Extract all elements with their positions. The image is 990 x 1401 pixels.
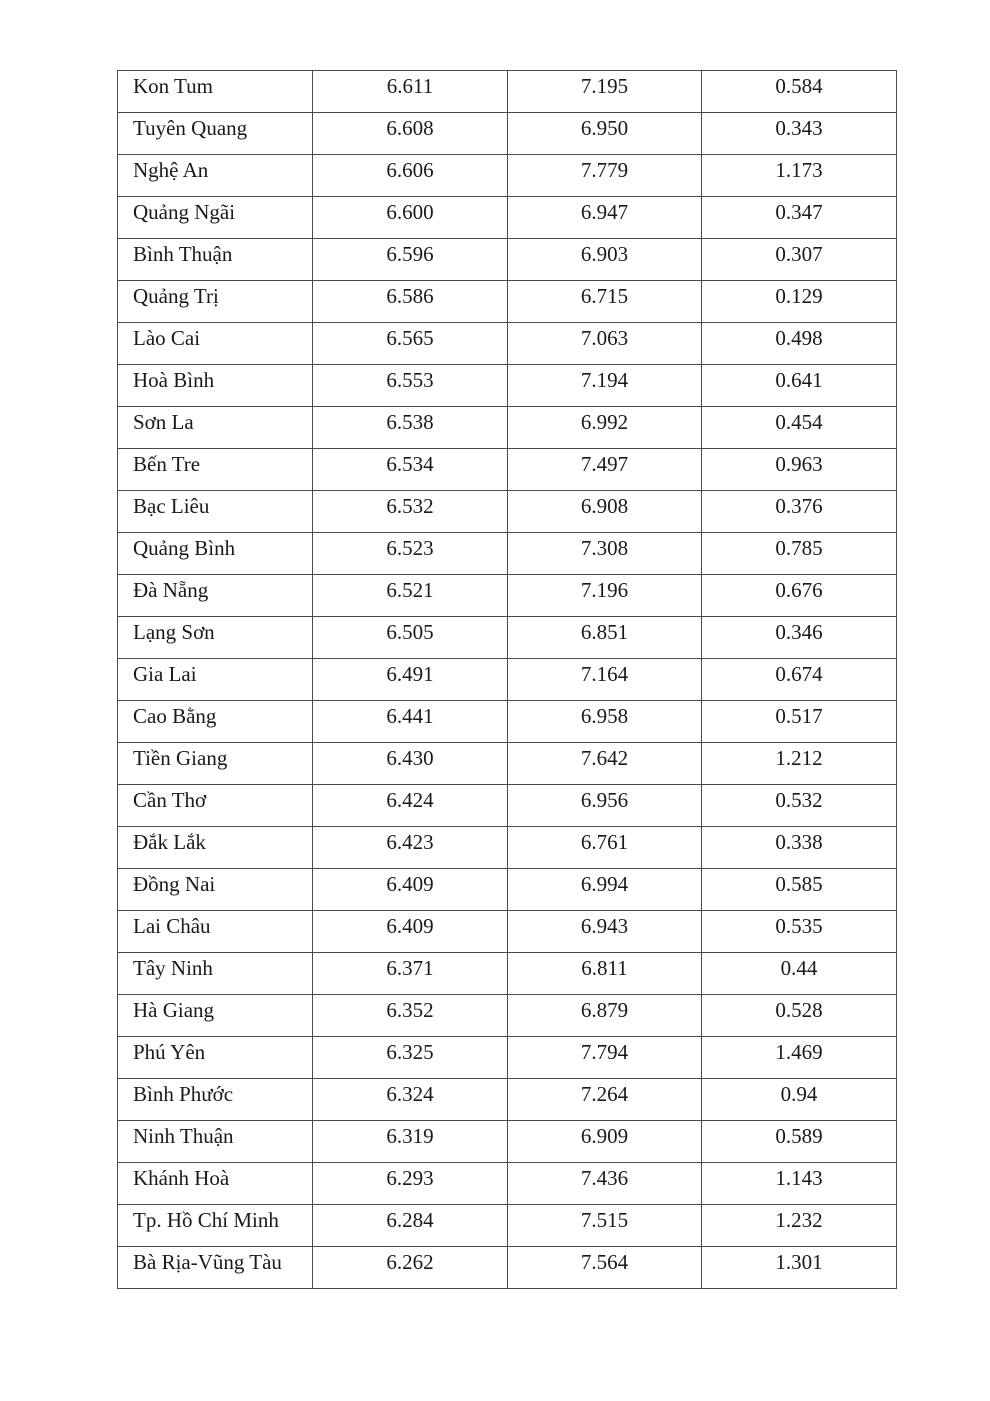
difference-cell: 0.129 (702, 281, 897, 323)
value-1-cell: 6.608 (313, 113, 508, 155)
value-1-cell: 6.491 (313, 659, 508, 701)
province-name-cell: Đà Nẵng (118, 575, 313, 617)
table-row (118, 743, 897, 785)
value-1-cell: 6.423 (313, 827, 508, 869)
value-2-cell: 6.992 (508, 407, 702, 449)
value-1-cell: 6.600 (313, 197, 508, 239)
table-row (118, 953, 897, 995)
value-1-cell: 6.325 (313, 1037, 508, 1079)
value-1-cell: 6.534 (313, 449, 508, 491)
province-name-cell: Tiền Giang (118, 743, 313, 785)
value-2-cell: 6.956 (508, 785, 702, 827)
province-name-cell: Hoà Bình (118, 365, 313, 407)
province-name-cell: Tây Ninh (118, 953, 313, 995)
value-1-cell: 6.324 (313, 1079, 508, 1121)
difference-cell: 0.963 (702, 449, 897, 491)
table-row (118, 575, 897, 617)
province-name-cell: Phú Yên (118, 1037, 313, 1079)
table-row (118, 197, 897, 239)
value-1-cell: 6.553 (313, 365, 508, 407)
value-1-cell: 6.565 (313, 323, 508, 365)
value-2-cell: 6.715 (508, 281, 702, 323)
province-name-cell: Lạng Sơn (118, 617, 313, 659)
difference-cell: 0.44 (702, 953, 897, 995)
table-row (118, 449, 897, 491)
province-name-cell: Quảng Bình (118, 533, 313, 575)
difference-cell: 0.676 (702, 575, 897, 617)
value-1-cell: 6.409 (313, 869, 508, 911)
value-1-cell: 6.319 (313, 1121, 508, 1163)
table-row (118, 407, 897, 449)
table-row (118, 1163, 897, 1205)
table-row (118, 491, 897, 533)
value-1-cell: 6.284 (313, 1205, 508, 1247)
value-2-cell: 7.063 (508, 323, 702, 365)
province-name-cell: Bà Rịa-Vũng Tàu (118, 1247, 313, 1289)
value-1-cell: 6.505 (313, 617, 508, 659)
value-1-cell: 6.538 (313, 407, 508, 449)
table-row (118, 1247, 897, 1289)
table-row (118, 323, 897, 365)
province-name-cell: Tuyên Quang (118, 113, 313, 155)
value-2-cell: 6.761 (508, 827, 702, 869)
value-2-cell: 7.308 (508, 533, 702, 575)
difference-cell: 0.528 (702, 995, 897, 1037)
province-name-cell: Hà Giang (118, 995, 313, 1037)
value-1-cell: 6.424 (313, 785, 508, 827)
table-row (118, 785, 897, 827)
difference-cell: 1.469 (702, 1037, 897, 1079)
difference-cell: 0.454 (702, 407, 897, 449)
table-row (118, 1121, 897, 1163)
table-row (118, 869, 897, 911)
value-1-cell: 6.521 (313, 575, 508, 617)
table-row (118, 701, 897, 743)
value-1-cell: 6.293 (313, 1163, 508, 1205)
province-name-cell: Đồng Nai (118, 869, 313, 911)
value-2-cell: 6.909 (508, 1121, 702, 1163)
difference-cell: 1.232 (702, 1205, 897, 1247)
table-row (118, 533, 897, 575)
difference-cell: 0.346 (702, 617, 897, 659)
value-2-cell: 6.903 (508, 239, 702, 281)
value-2-cell: 6.879 (508, 995, 702, 1037)
province-name-cell: Bình Thuận (118, 239, 313, 281)
value-2-cell: 6.950 (508, 113, 702, 155)
difference-cell: 1.301 (702, 1247, 897, 1289)
value-1-cell: 6.352 (313, 995, 508, 1037)
value-2-cell: 7.497 (508, 449, 702, 491)
value-1-cell: 6.532 (313, 491, 508, 533)
difference-cell: 0.94 (702, 1079, 897, 1121)
value-2-cell: 7.196 (508, 575, 702, 617)
province-name-cell: Tp. Hồ Chí Minh (118, 1205, 313, 1247)
value-1-cell: 6.441 (313, 701, 508, 743)
value-1-cell: 6.586 (313, 281, 508, 323)
table-row (118, 659, 897, 701)
value-2-cell: 7.779 (508, 155, 702, 197)
difference-cell: 0.517 (702, 701, 897, 743)
table-row (118, 71, 897, 113)
value-2-cell: 6.811 (508, 953, 702, 995)
table-row (118, 617, 897, 659)
value-1-cell: 6.611 (313, 71, 508, 113)
difference-cell: 0.785 (702, 533, 897, 575)
difference-cell: 0.338 (702, 827, 897, 869)
value-2-cell: 7.642 (508, 743, 702, 785)
difference-cell: 0.498 (702, 323, 897, 365)
province-name-cell: Đắk Lắk (118, 827, 313, 869)
province-name-cell: Bạc Liêu (118, 491, 313, 533)
province-name-cell: Lai Châu (118, 911, 313, 953)
province-name-cell: Ninh Thuận (118, 1121, 313, 1163)
table-row (118, 365, 897, 407)
value-1-cell: 6.606 (313, 155, 508, 197)
difference-cell: 0.532 (702, 785, 897, 827)
difference-cell: 0.343 (702, 113, 897, 155)
province-score-table (117, 70, 897, 1289)
value-2-cell: 7.194 (508, 365, 702, 407)
table-row (118, 1037, 897, 1079)
difference-cell: 0.347 (702, 197, 897, 239)
value-2-cell: 7.164 (508, 659, 702, 701)
difference-cell: 0.307 (702, 239, 897, 281)
table-row (118, 239, 897, 281)
value-2-cell: 7.264 (508, 1079, 702, 1121)
value-1-cell: 6.523 (313, 533, 508, 575)
value-1-cell: 6.409 (313, 911, 508, 953)
value-2-cell: 7.515 (508, 1205, 702, 1247)
difference-cell: 0.589 (702, 1121, 897, 1163)
difference-cell: 0.585 (702, 869, 897, 911)
province-name-cell: Nghệ An (118, 155, 313, 197)
value-2-cell: 7.794 (508, 1037, 702, 1079)
table-row (118, 995, 897, 1037)
table-row (118, 911, 897, 953)
difference-cell: 1.173 (702, 155, 897, 197)
province-name-cell: Quảng Ngãi (118, 197, 313, 239)
province-name-cell: Cao Bằng (118, 701, 313, 743)
province-name-cell: Quảng Trị (118, 281, 313, 323)
province-name-cell: Cần Thơ (118, 785, 313, 827)
province-name-cell: Sơn La (118, 407, 313, 449)
value-2-cell: 6.943 (508, 911, 702, 953)
value-2-cell: 6.851 (508, 617, 702, 659)
difference-cell: 0.376 (702, 491, 897, 533)
province-name-cell: Lào Cai (118, 323, 313, 365)
table-row (118, 827, 897, 869)
difference-cell: 0.584 (702, 71, 897, 113)
table-row (118, 281, 897, 323)
value-2-cell: 6.947 (508, 197, 702, 239)
difference-cell: 0.535 (702, 911, 897, 953)
difference-cell: 0.641 (702, 365, 897, 407)
value-1-cell: 6.371 (313, 953, 508, 995)
province-name-cell: Khánh Hoà (118, 1163, 313, 1205)
province-name-cell: Bình Phước (118, 1079, 313, 1121)
difference-cell: 1.143 (702, 1163, 897, 1205)
value-2-cell: 6.908 (508, 491, 702, 533)
value-2-cell: 7.564 (508, 1247, 702, 1289)
province-name-cell: Kon Tum (118, 71, 313, 113)
table-row (118, 113, 897, 155)
value-2-cell: 6.994 (508, 869, 702, 911)
value-1-cell: 6.596 (313, 239, 508, 281)
value-2-cell: 6.958 (508, 701, 702, 743)
value-2-cell: 7.436 (508, 1163, 702, 1205)
table-body (118, 71, 897, 1289)
table-row (118, 155, 897, 197)
value-1-cell: 6.262 (313, 1247, 508, 1289)
value-1-cell: 6.430 (313, 743, 508, 785)
difference-cell: 0.674 (702, 659, 897, 701)
table-row (118, 1205, 897, 1247)
province-name-cell: Bến Tre (118, 449, 313, 491)
value-2-cell: 7.195 (508, 71, 702, 113)
province-name-cell: Gia Lai (118, 659, 313, 701)
difference-cell: 1.212 (702, 743, 897, 785)
table-row (118, 1079, 897, 1121)
